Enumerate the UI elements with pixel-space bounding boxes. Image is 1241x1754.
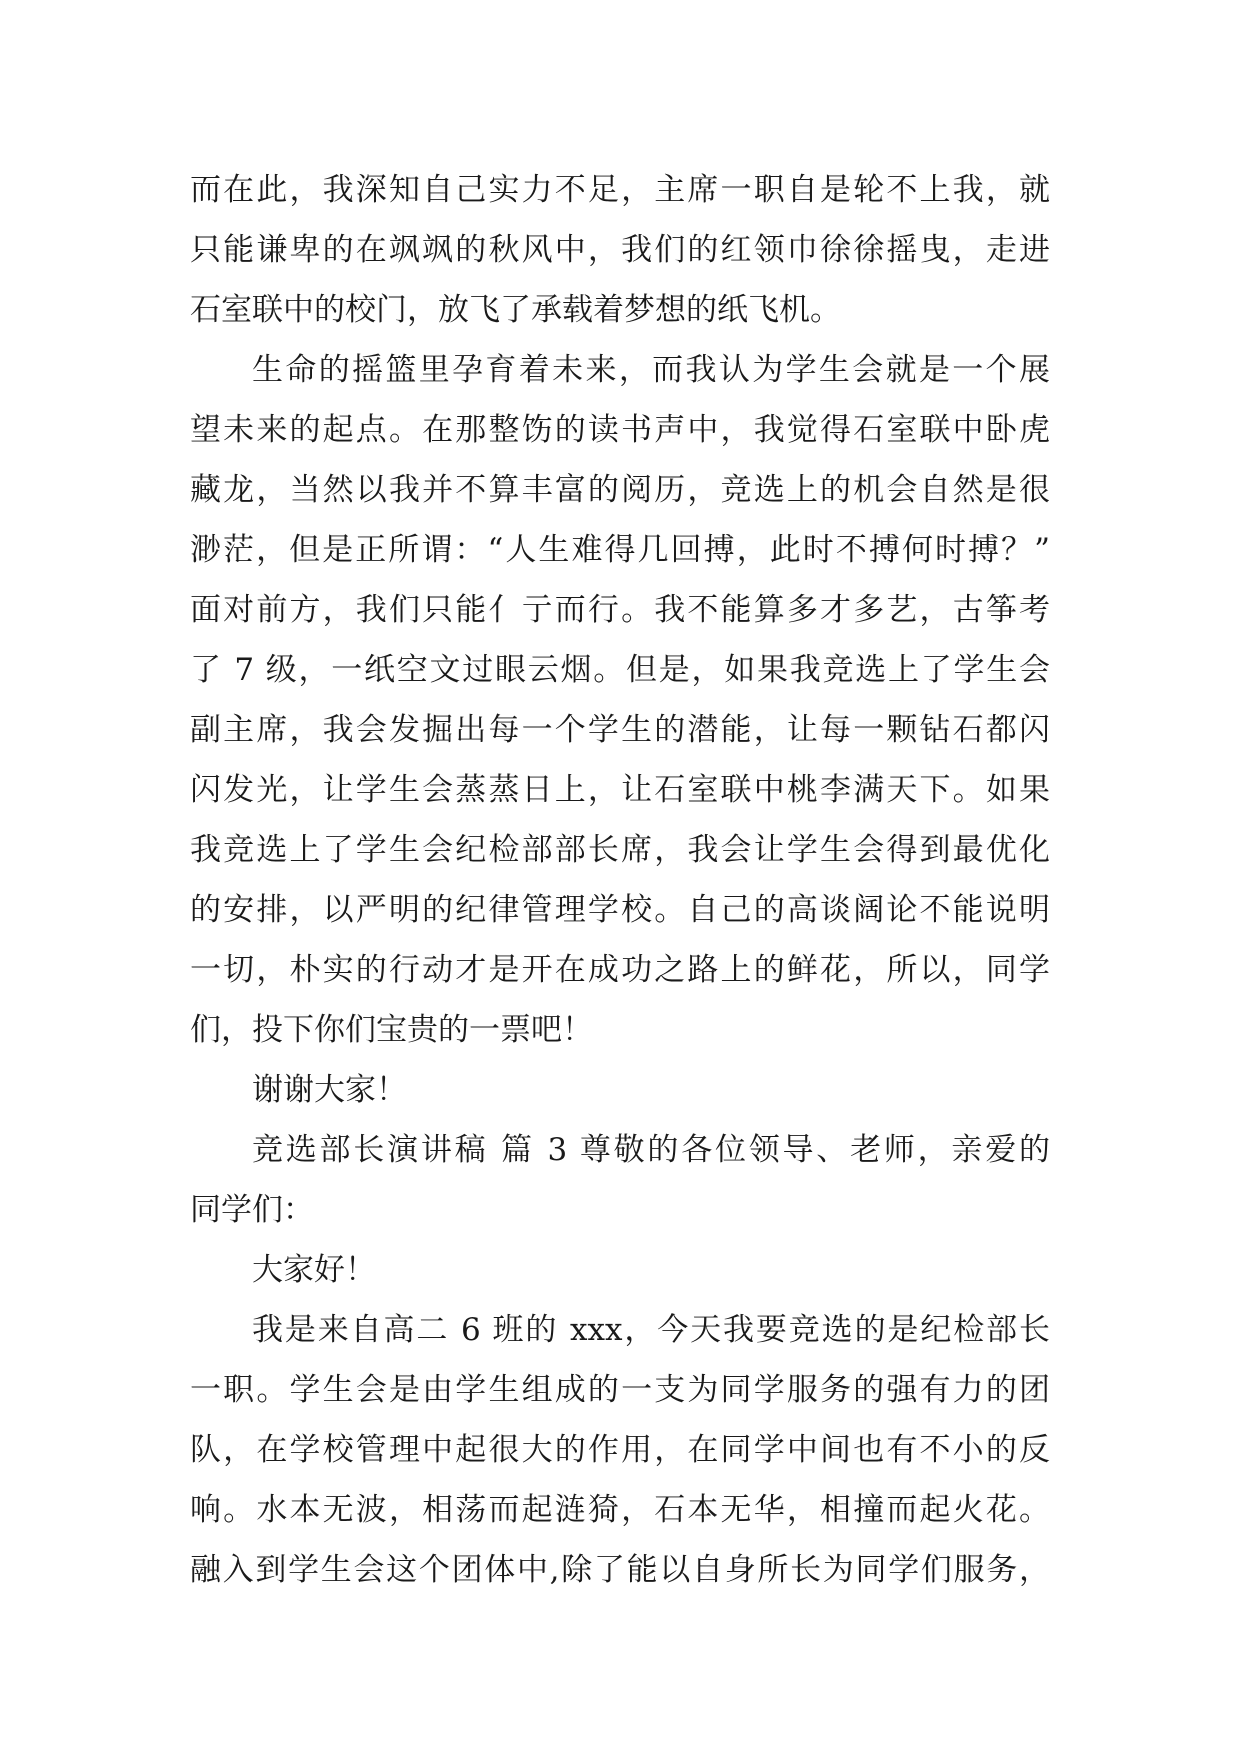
text-line: 渺茫，但是正所谓：“人生难得几回搏，此时不搏何时搏？” (190, 532, 1050, 568)
document-body (190, 160, 1050, 1600)
text-line: 了 7 级，一纸空文过眼云烟。但是，如果我竞选上了学生会 (190, 652, 1050, 688)
text-line: 望未来的起点。在那整饬的读书声中，我觉得石室联中卧虎 (190, 412, 1050, 448)
text-line: 一职。学生会是由学生组成的一支为同学服务的强有力的团 (190, 1372, 1050, 1408)
paragraph-first-line: 我是来自高二 6 班的 xxx，今天我要竞选的是纪检部长 (252, 1312, 1050, 1348)
paragraph-first-line: 生命的摇篮里孕育着未来，而我认为学生会就是一个展 (252, 352, 1050, 388)
paragraph-first-line: 竞选部长演讲稿 篇 3 尊敬的各位领导、老师，亲爱的 (252, 1132, 1050, 1168)
text-line: 响。水本无波，相荡而起涟猗，石本无华，相撞而起火花。 (190, 1492, 1050, 1528)
text-line: 的安排，以严明的纪律管理学校。自己的高谈阔论不能说明 (190, 892, 1050, 928)
paragraph-first-line: 大家好！ (252, 1252, 376, 1288)
paragraph-first-line: 谢谢大家！ (252, 1072, 407, 1108)
text-line: 石室联中的校门，放飞了承载着梦想的纸飞机。 (190, 292, 841, 328)
text-line: 队，在学校管理中起很大的作用，在同学中间也有不小的反 (190, 1432, 1050, 1468)
text-line: 闪发光，让学生会蒸蒸日上，让石室联中桃李满天下。如果 (190, 772, 1050, 808)
text-line: 面对前方，我们只能亻亍而行。我不能算多才多艺，古筝考 (190, 592, 1050, 628)
text-line: 我竞选上了学生会纪检部部长席，我会让学生会得到最优化 (190, 832, 1050, 868)
text-line: 藏龙，当然以我并不算丰富的阅历，竞选上的机会自然是很 (190, 472, 1050, 508)
text-line: 一切，朴实的行动才是开在成功之路上的鲜花，所以，同学 (190, 952, 1050, 988)
text-line: 们，投下你们宝贵的一票吧！ (190, 1012, 593, 1048)
text-line: 融入到学生会这个团体中,除了能以自身所长为同学们服务， (190, 1552, 1050, 1588)
text-line: 副主席，我会发掘出每一个学生的潜能，让每一颗钻石都闪 (190, 712, 1050, 748)
text-line: 同学们： (190, 1192, 314, 1228)
text-line: 而在此，我深知自己实力不足，主席一职自是轮不上我，就 (190, 172, 1050, 208)
text-line: 只能谦卑的在飒飒的秋风中，我们的红领巾徐徐摇曳，走进 (190, 232, 1050, 268)
